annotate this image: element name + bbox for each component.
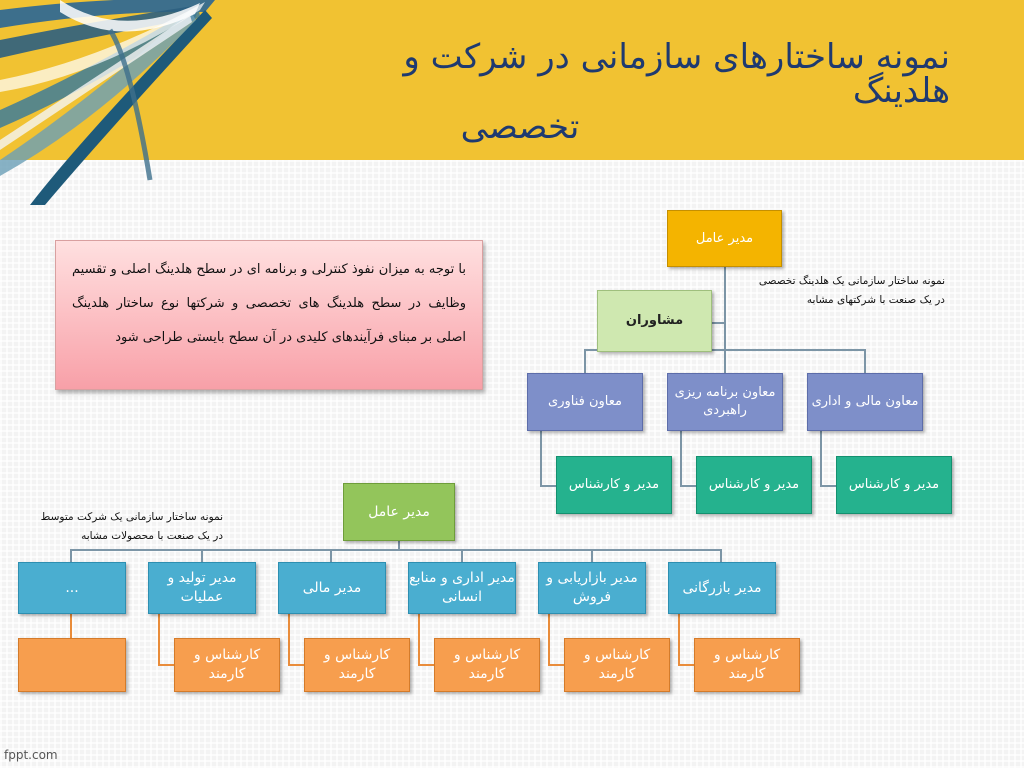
connector-line: [591, 549, 593, 562]
staff-box: کارشناس و کارمند: [304, 638, 410, 692]
connector-line: [678, 613, 680, 665]
deputy-finance-admin-box: معاون مالی و اداری: [807, 373, 923, 431]
manager-expert-box: مدیر و کارشناس: [696, 456, 812, 514]
page-title-line-2: تخصصی: [460, 107, 580, 147]
connector-line: [418, 664, 435, 666]
connector-line: [584, 349, 586, 374]
staff-box: [18, 638, 126, 692]
department-other-box: ...: [18, 562, 126, 614]
connector-line: [680, 485, 697, 487]
advisors-box: مشاوران: [597, 290, 712, 352]
connector-line: [864, 349, 866, 374]
bottom-ceo-box: مدیر عامل: [343, 483, 455, 541]
connector-line: [712, 322, 725, 324]
connector-line: [540, 485, 557, 487]
connector-line: [70, 549, 720, 551]
connector-line: [548, 664, 565, 666]
connector-line: [720, 549, 722, 562]
marketing-sales-manager-box: مدیر بازاریابی و فروش: [538, 562, 646, 614]
deputy-technology-box: معاون فناوری: [527, 373, 643, 431]
page-title-line-1: نمونه ساختارهای سازمانی در شرکت و هلدینگ: [403, 37, 950, 111]
production-operations-manager-box: مدیر تولید و عملیات: [148, 562, 256, 614]
footer-watermark: fppt.com: [4, 748, 58, 762]
connector-line: [201, 549, 203, 562]
top-chart-caption: [745, 272, 945, 310]
connector-line: [540, 430, 542, 486]
connector-line: [158, 664, 175, 666]
connector-line: [70, 613, 72, 638]
commerce-manager-box: مدیر بازرگانی: [668, 562, 776, 614]
connector-line: [820, 485, 837, 487]
connector-line: [418, 613, 420, 665]
decorative-arrows-graphic: [0, 0, 240, 205]
connector-line: [724, 266, 726, 350]
admin-hr-manager-box: مدیر اداری و منابع انسانی: [408, 562, 516, 614]
staff-box: کارشناس و کارمند: [694, 638, 800, 692]
connector-line: [548, 613, 550, 665]
connector-line: [288, 664, 305, 666]
staff-box: کارشناس و کارمند: [434, 638, 540, 692]
connector-line: [70, 549, 72, 562]
manager-expert-box: مدیر و کارشناس: [836, 456, 952, 514]
deputy-strategic-planning-box: معاون برنامه ریزی راهبردی: [667, 373, 783, 431]
connector-line: [820, 430, 822, 486]
finance-manager-box: مدیر مالی: [278, 562, 386, 614]
staff-box: کارشناس و کارمند: [174, 638, 280, 692]
bottom-chart-caption-line-2: در یک صنعت با محصولات مشابه: [81, 529, 223, 542]
staff-box: کارشناس و کارمند: [564, 638, 670, 692]
manager-expert-box: مدیر و کارشناس: [556, 456, 672, 514]
connector-line: [158, 613, 160, 665]
bottom-chart-caption: [18, 508, 223, 546]
connector-line: [330, 549, 332, 562]
connector-line: [680, 430, 682, 486]
bottom-chart-caption-line-1: نمونه ساختار سازمانی یک شرکت متوسط: [40, 511, 223, 523]
top-ceo-box: مدیر عامل: [667, 210, 782, 267]
connector-line: [461, 549, 463, 562]
top-chart-caption-line-2: در یک صنعت با شرکتهای مشابه: [806, 293, 945, 306]
explanation-note: با توجه به میزان نفوذ کنترلی و برنامه ای در سطح هلدینگ اصلی و تقسیم وظایف در سطح هلدینگ های تخصصی و شرکتها نوع ساختار هلدینگ اصلی بر مبنای فرآیندهای کلیدی در آن سطح بایستی طراحی شود: [55, 240, 483, 390]
top-chart-caption-line-1: نمونه ساختار سازمانی یک هلدینگ تخصصی: [758, 275, 945, 287]
connector-line: [724, 349, 726, 374]
connector-line: [678, 664, 695, 666]
connector-line: [288, 613, 290, 665]
